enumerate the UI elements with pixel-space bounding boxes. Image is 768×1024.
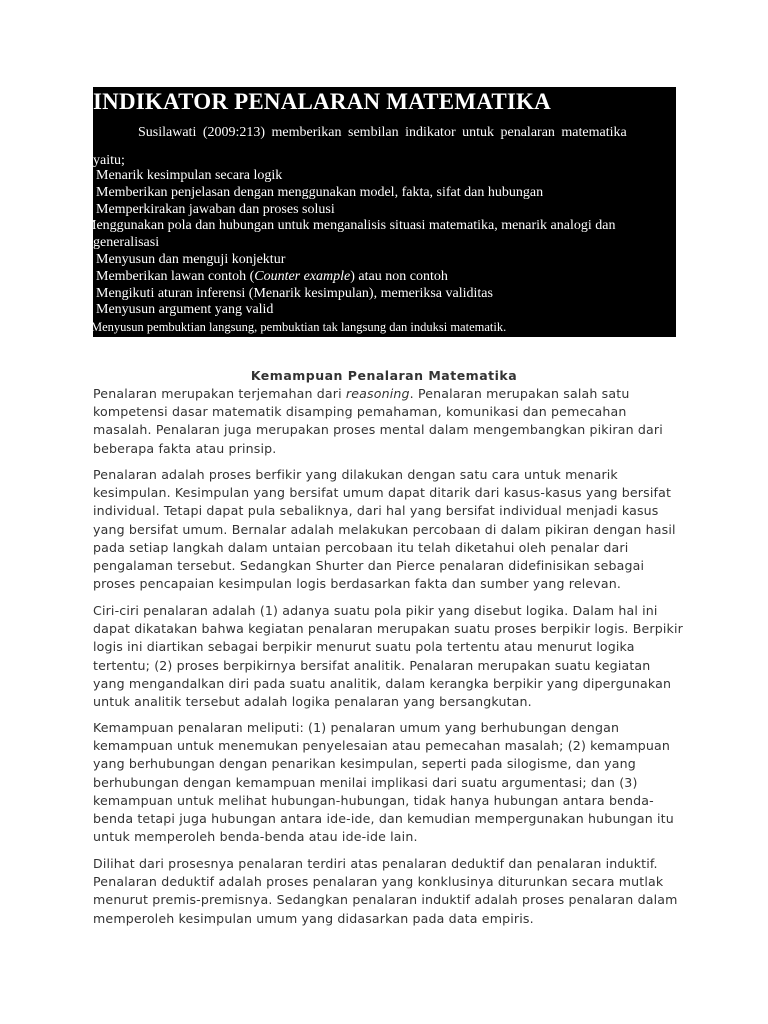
list-item: 6. Memberikan lawan contoh (Counter example) atau non contoh [70, 268, 448, 284]
paragraph-4: Kemampuan penalaran meliputi: (1) penalaran umum yang berhubungan dengan kemampuan untuk menemukan penyelesaian atau pemecahan masalah; (2) kemampuan yang berhubungan dengan penarikan kesimpulan, seperti pada silogisme, dan yang berhubungan dengan kemampuan menilai implikasi dari suatu argumentasi; dan (3) kemampuan untuk melihat hubungan-hubungan, tidak hanya hubungan antara benda-benda tetapi juga hubungan antara ide-ide, dan kemudian mempergunakan hubungan itu untuk memperoleh benda-benda atau ide-ide lain. [93, 720, 674, 845]
indicator-list [70, 168, 676, 336]
paragraph-3: Ciri-ciri penalaran adalah (1) adanya suatu pola pikir yang disebut logika. Dalam hal ini dapat dikatakan bahwa kegiatan penalaran merupakan suatu proses berpikir logis. Berpikir logis ini diartikan sebagai berpikir menurut suatu pola tertentu atau menurut logika tertentu; (2) proses berpikirnya bersifat analitik. Penalaran merupakan suatu kegiatan yang mengandalkan diri pada suatu analitik, dalam kerangka berpikir yang dipergunakan untuk analitik tersebut adalah logika penalaran yang bersangkutan. [93, 603, 683, 710]
list-item: 1. Menarik kesimpulan secara logik [70, 168, 283, 183]
list-item: 9. Menyusun pembuktian langsung, pembuktian tak langsung dan induksi matematik. [70, 320, 507, 335]
intro-text-continued: yaitu; [93, 153, 125, 168]
page-title: INDIKATOR PENALARAN MATEMATIKA [93, 89, 551, 114]
article-title: Kemampuan Penalaran Matematika [250, 368, 518, 383]
list-item: 7. Mengikuti aturan inferensi (Menarik kesimpulan), memeriksa validitas [70, 285, 493, 301]
list-item: 4. Menggunakan pola dan hubungan untuk menganalisis situasi matematika, menarik analogi dan generalisasi [70, 218, 616, 251]
list-item: 5. Menyusun dan menguji konjektur [70, 251, 286, 267]
paragraph-1: Penalaran merupakan terjemahan dari reasoning. Penalaran merupakan salah satu kompetensi dasar matematik disamping pemahaman, komunikasi dan pemecahan masalah. Penalaran juga merupakan proses mental dalam mengembangkan pikiran dari beberapa fakta atau prinsip. [93, 386, 663, 456]
paragraph-2: Penalaran adalah proses berfikir yang dilakukan dengan satu cara untuk menarik kesimpulan. Kesimpulan yang bersifat umum dapat ditarik dari kasus-kasus yang bersifat individual. Tetapi dapat pula sebaliknya, dari hal yang bersifat individual menjadi kasus yang bersifat umum. Bernalar adalah melakukan percobaan di dalam pikiran dengan hasil pada setiap langkah dalam untaian percobaan itu telah diketahui oleh penalar dari pengalaman tersebut. Sedangkan Shurter dan Pierce penalaran didefinisikan sebagai proses pencapaian kesimpulan logis berdasarkan fakta dan sumber yang relevan. [93, 467, 676, 592]
intro-text: Susilawati (2009:213) memberikan sembilan indikator untuk penalaran matematika [138, 125, 627, 140]
paragraph-5: Dilihat dari prosesnya penalaran terdiri atas penalaran deduktif dan penalaran induktif. Penalaran deduktif adalah proses penalaran yang konklusinya diturunkan secara mutlak menurut premis-premisnya. Sedangkan penalaran induktif adalah proses penalaran dalam memperoleh kesimpulan umum yang didasarkan pada data empiris. [93, 856, 678, 926]
list-item: 8. Menyusun argument yang valid [70, 302, 274, 318]
list-item: 2. Memberikan penjelasan dengan menggunakan model, fakta, sifat dan hubungan [70, 184, 544, 200]
list-item: 3. Memperkirakan jawaban dan proses solusi [70, 201, 335, 217]
